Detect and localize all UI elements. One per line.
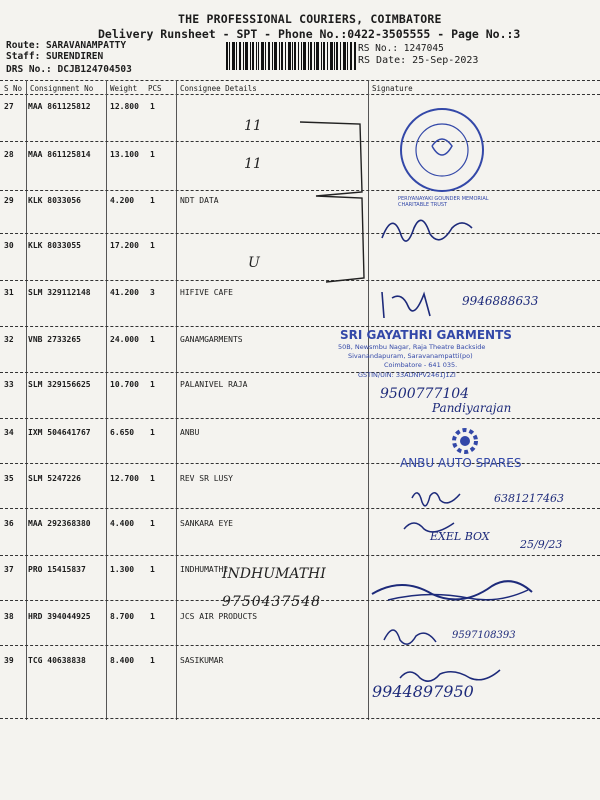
row-sno: 38: [4, 612, 14, 621]
table-bottom-rule: [0, 718, 600, 719]
drs-number: [6, 64, 132, 75]
row-pcs: 1: [150, 474, 155, 483]
header-rule: [0, 94, 600, 95]
col-header-weight: Weight: [110, 84, 138, 93]
col-divider: [106, 80, 107, 720]
gayathri-stamp-address: Sivanandapuram, Saravanampatti(po): [348, 352, 473, 360]
row-consignment: MAA 292368380: [28, 519, 91, 528]
rs-date: RS Date: 25-Sep-2023: [358, 55, 479, 66]
row-pcs: 1: [150, 612, 155, 621]
row-pcs: 1: [150, 519, 155, 528]
handwritten-phone: 9597108393: [452, 630, 516, 641]
row-consignee: ANBU: [180, 428, 200, 437]
signature-scribble: [378, 288, 458, 324]
row-consignment: MAA 861125812: [28, 102, 91, 111]
signature-scribble: [380, 618, 440, 648]
row-consignee: HIFIVE CAFE: [180, 288, 233, 297]
row-weight: 12.700: [110, 474, 139, 483]
row-sno: 36: [4, 519, 14, 528]
row-consignment: VNB 2733265: [28, 335, 81, 344]
row-weight: 12.800: [110, 102, 139, 111]
row-consignment: SLM 329156625: [28, 380, 91, 389]
anbu-stamp-name: ANBU AUTO SPARES: [400, 456, 522, 470]
col-divider: [176, 80, 177, 720]
row-pcs: 1: [150, 150, 155, 159]
row-consignee: SANKARA EYE: [180, 519, 233, 528]
gayathri-stamp-gst: GSTIN/UIN: 33ADNPV2461J1ZI: [358, 371, 456, 379]
col-divider: [26, 80, 27, 720]
col-header-pcs: PCS: [148, 84, 162, 93]
trust-seal-stamp: [398, 106, 486, 194]
row-pcs: 1: [150, 196, 155, 205]
row-consignee: INDHUMATHI: [180, 565, 229, 574]
row-consignee: JCS AIR PRODUCTS: [180, 612, 258, 621]
row-rule: [0, 508, 600, 509]
row-weight: 8.400: [110, 656, 135, 665]
drs-value: DCJB124704503: [57, 64, 132, 75]
row-weight: 8.700: [110, 612, 135, 621]
row-consignment: HRD 394044925: [28, 612, 91, 621]
row-pcs: 1: [150, 335, 155, 344]
col-header-consignee: Consignee Details: [180, 84, 257, 93]
signature-scribble: [378, 208, 498, 258]
gayathri-stamp-address: 50B, Newsmbu Nagar, Raja Theatre Backside: [338, 343, 486, 351]
row-weight: 4.200: [110, 196, 135, 205]
gayathri-stamp-name: SRI GAYATHRI GARMENTS: [340, 328, 512, 342]
ditto-mark: 11: [244, 156, 262, 172]
row-rule: [0, 645, 600, 646]
handwritten-name: Pandiyarajan: [432, 401, 512, 415]
row-sno: 39: [4, 656, 14, 665]
signature-scribble: [368, 574, 548, 606]
row-rule: [0, 326, 600, 327]
col-header-sno: S No: [4, 84, 23, 93]
handwritten-date: 25/9/23: [520, 538, 563, 551]
row-weight: 4.400: [110, 519, 135, 528]
row-pcs: 1: [150, 565, 155, 574]
row-sno: 37: [4, 565, 14, 574]
trust-seal-text: PERIYANAYAKI GOUNDER MEMORIAL CHARITABLE TRUST: [398, 196, 489, 208]
gear-logo-icon: [448, 424, 482, 458]
handwritten-phone: 9946888633: [462, 294, 539, 308]
row-sno: 27: [4, 102, 14, 111]
company-title: THE PROFESSIONAL COURIERS, COIMBATORE: [178, 12, 442, 26]
row-consignment: SLM 5247226: [28, 474, 81, 483]
handwritten-name: INDHUMATHI: [222, 566, 326, 582]
handwritten-phone: 9750437548: [222, 594, 322, 610]
row-pcs: 1: [150, 102, 155, 111]
row-sno: 33: [4, 380, 14, 389]
row-sno: 31: [4, 288, 14, 297]
row-consignment: SLM 329112148: [28, 288, 91, 297]
barcode-image: [226, 42, 356, 70]
row-consignment: IXM 504641767: [28, 428, 91, 437]
row-pcs: 3: [150, 288, 155, 297]
row-pcs: 1: [150, 656, 155, 665]
row-consignment: KLK 8033056: [28, 196, 81, 205]
bracket-mark: [296, 100, 376, 290]
row-weight: 24.000: [110, 335, 139, 344]
row-consignee: REV SR LUSY: [180, 474, 233, 483]
row-pcs: 1: [150, 428, 155, 437]
row-pcs: 1: [150, 380, 155, 389]
gayathri-stamp-address: Coimbatore - 641 035.: [384, 361, 458, 369]
row-weight: 10.700: [110, 380, 139, 389]
row-sno: 29: [4, 196, 14, 205]
route-label: Route: SARAVANAMPATTY: [6, 40, 127, 51]
row-weight: 13.100: [110, 150, 139, 159]
row-weight: 6.650: [110, 428, 135, 437]
row-weight: 1.300: [110, 565, 135, 574]
row-consignment: MAA 861125814: [28, 150, 91, 159]
handwritten-phone: 6381217463: [494, 492, 564, 505]
col-header-consignment: Consignment No: [30, 84, 94, 93]
handwritten-phone: 9500777104: [380, 386, 470, 402]
row-sno: 28: [4, 150, 14, 159]
row-consignment: TCG 40638838: [28, 656, 86, 665]
table-top-rule: [0, 80, 600, 81]
ditto-mark: 11: [244, 118, 262, 134]
row-sno: 34: [4, 428, 14, 437]
ditto-mark: U: [248, 255, 260, 271]
row-weight: 41.200: [110, 288, 139, 297]
row-pcs: 1: [150, 241, 155, 250]
row-consignment: KLK 8033055: [28, 241, 81, 250]
row-rule: [0, 555, 600, 556]
runsheet-subtitle: Delivery Runsheet - SPT - Phone No.:0422-3505555 - Page No.:3: [98, 27, 521, 41]
handwritten-phone: 9944897950: [372, 682, 474, 701]
row-sno: 32: [4, 335, 14, 344]
row-consignee: NDT DATA: [180, 196, 219, 205]
row-sno: 35: [4, 474, 14, 483]
row-rule: [0, 372, 600, 373]
drs-label: DRS No.:: [6, 64, 52, 75]
staff-label: Staff: SURENDIREN: [6, 51, 104, 62]
handwritten-note: EXEL BOX: [430, 530, 490, 543]
row-rule: [0, 418, 600, 419]
row-sno: 30: [4, 241, 14, 250]
row-consignment: PRO 15415837: [28, 565, 86, 574]
col-header-signature: Signature: [372, 84, 413, 93]
rs-number: RS No.: 1247045: [358, 43, 444, 54]
row-consignee: SASIKUMAR: [180, 656, 224, 665]
signature-scribble: [408, 482, 468, 512]
row-consignee: GANAMGARMENTS: [180, 335, 243, 344]
row-consignee: PALANIVEL RAJA: [180, 380, 248, 389]
row-weight: 17.200: [110, 241, 139, 250]
